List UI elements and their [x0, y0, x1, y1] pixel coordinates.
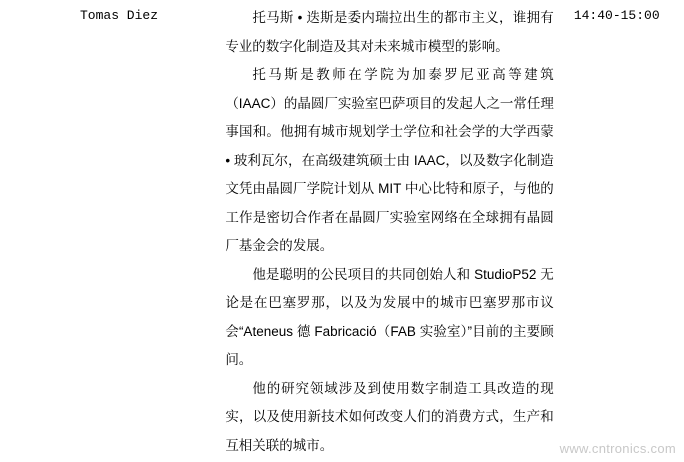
bio-paragraph-2: 托马斯是教师在学院为加泰罗尼亚高等建筑（IAAC）的晶圆厂实验室巴萨项目的发起人之一常任理事国和。他拥有城市规划学士学位和社会学的大学西蒙 • 玻利瓦尔，在高级建筑硕士由 IAAC，以及数字化制造文凭由晶圆厂学院计划从 MIT 中心比特和原子，与他的工作是密切合作者在晶圆厂实验室网络在全球拥有晶圆厂基金会的发展。 [225, 67, 554, 253]
watermark: www.cntronics.com [559, 441, 676, 456]
time-slot-cell [566, 0, 684, 462]
speaker-name-cell [0, 0, 215, 462]
speaker-bio-cell [215, 0, 566, 462]
speaker-name: Tomas Diez [80, 8, 159, 23]
time-slot: 14:40-15:00 [573, 8, 660, 23]
bio-paragraph-1: 托马斯 • 迭斯是委内瑞拉出生的都市主义，谁拥有专业的数字化制造及其对未来城市模型的影响。 [225, 10, 554, 54]
bio-paragraph-4: 他的研究领域涉及到使用数字制造工具改造的现实，以及使用新技术如何改变人们的消费方式，生产和互相关联的城市。 [225, 380, 554, 453]
speaker-bio [215, 0, 566, 460]
bio-paragraph-3: 他是聪明的公民项目的共同创始人和 StudioP52 无论是在巴塞罗那，以及为发展中的城市巴塞罗那市议会“Ateneus 德 Fabricació（FAB 实验室）”目前的主要顾问。 [225, 266, 554, 367]
